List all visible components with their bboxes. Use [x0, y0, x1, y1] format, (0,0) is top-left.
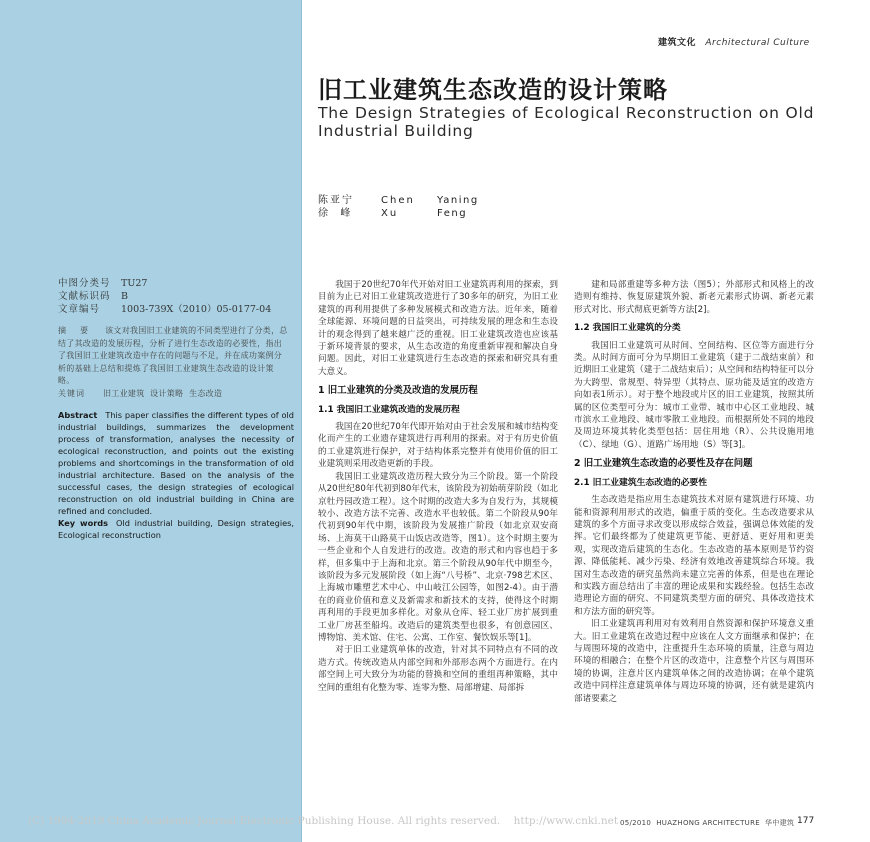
keywords-en-text: Old industrial building, Design strategies, Ecological reconstruction [58, 518, 294, 540]
title-en: The Design Strategies of Ecological Reconstruction on Old Industrial Building [318, 104, 815, 140]
subsection-heading: 1.1 我国旧工业建筑改造的发展历程 [318, 404, 460, 415]
paragraph: 我国在20世纪70年代即开始对由于社会发展和城市结构变化而产生的工业遗存建筑进行再利用的探索。对于有历史价值的工业建筑进行保护，对于结构体系完整并有使用价值的旧工业建筑则采用改造更新的手段。 [318, 422, 558, 470]
abstract-en-label: Abstract [58, 410, 98, 420]
author-first: Chen [381, 195, 415, 206]
paragraph: 我国旧工业建筑改造历程大致分为三个阶段。第一个阶段从20世纪80年代初到80年代末，该阶段为初始萌芽阶段（如北京牡丹园改造工程）。这个时期的改造大多为自发行为，其规模较小、改造方法不完善、改造水平也较低。第二个阶段从90年代初到90年代中期，该阶段为发展推广阶段（如北京双安商场、上海莫干山路莫干山饭店改造等，图1）。这个时期主要为一些企业和个人自发进行的改造。改造的形式和内容也趋于多样，但多集中于上海和北京。第三个阶段从90年代中期至今，该阶段为多元发展阶段（如上海“八号桥”、北京·798艺术区、上海城市雕塑艺术中心、中山岐江公园等，如图2-4）。由于潜在的商业价值和意义及新需求和新技术的支持，使得这个时期再利用的手段更加多样化。对象从仓库、轻工业厂房扩展到重工业厂房甚至船坞。改造后的建筑类型也很多，有创意园区、博物馆、美术馆、住宅、公寓、工作室、餐饮娱乐等[1]。 [318, 471, 558, 643]
authors [318, 194, 479, 220]
copyright-watermark: (C) 1994-2019 China Academic Journal Electronic Publishing House. All rights reserved. http://www.cnki.net [28, 815, 619, 827]
author-name-cn: 徐 峰 [318, 208, 353, 219]
author-last: Feng [437, 208, 468, 219]
paragraph: 对于旧工业建筑单体的改造，针对其不同特点有不同的改造方式。传统改造从内部空间和外部形态两个方面进行。在内部空间上可大致分为功能的替换和空间的重组再种策略，其中空间的重组有化整为零、连零为整、局部增建、局部拆 [318, 645, 558, 693]
keywords-en-label: Key words [58, 518, 108, 528]
clc-label: 中图分类号 [58, 278, 111, 289]
author-row [318, 207, 479, 220]
clc-value: TU27 [121, 278, 148, 289]
doc-label: 文献标识码 [58, 291, 111, 302]
paragraph: 旧工业建筑再利用对有效利用自然资源和保护环境意义重大。旧工业建筑在改造过程中应该在人文方面继承和保护；在与周围环境的改造中，注重提升生态环境的质量，注意与周边环境的相融合；在整个片区的改造中，注意整个片区与周围环境的协调，注意片区内建筑单体之间的改造协调；在单个建筑改造中同样注意建筑单体与周边环境的协调，还有就是建筑内部诸要素之 [574, 619, 814, 704]
title-cn: 旧工业建筑生态改造的设计策略 [318, 76, 668, 104]
subsection-heading: 1.2 我国旧工业建筑的分类 [574, 323, 681, 334]
paragraph: 我国旧工业建筑可从时间、空间结构、区位等方面进行分类。从时间方面可分为早期旧工业建筑（建于二战结束前）和近期旧工业建筑（建于二战结束后）；从空间和结构特征可以分为大跨型、常规型、特异型（其特点、原功能及适宜的改造方向如表1所示）。对于整个地段或片区的旧工业建筑，按照其所属的区位类型可分为：城市工业带、城市中心区工业地段、城市滨水工业地段、城市零散工业地段。而根据所处不同的地段及周边环境其转化类型包括：居住用地（R）、公共设施用地（C）、绿地（G）、道路广场用地（S）等[3]。 [574, 340, 814, 450]
abstract-en-text: This paper classifies the different types of old industrial buildings, summarizes the development process of transformation, analyses the necessity of ecological reconstruction, and points out the existing problems and shortcomings in the transformation of old industrial architecture. Based on the analysis of the successful cases, the design strategies of ecological reconstruction on old industrial building in China are refined and concluded. [58, 410, 294, 516]
abstract-cn [58, 325, 290, 400]
author-row [318, 194, 479, 207]
author-last: Yaning [437, 195, 479, 206]
author-name-cn: 陈亚宁 [318, 195, 354, 206]
abstract-cn-label: 摘 要 [58, 326, 92, 335]
keywords-cn-text: 旧工业建筑 设计策略 生态改造 [103, 388, 223, 398]
sidebar-edge [301, 0, 302, 842]
article-no-label: 文章编号 [58, 304, 101, 315]
article-no-value: 1003-739X（2010）05-0177-04 [121, 304, 272, 315]
keywords-cn-label: 关键词 [58, 388, 85, 398]
doc-value: B [121, 291, 128, 302]
paragraph: 建和局部重建等多种方法（图5）；外部形式和风格上的改造则有维持、恢复原建筑外貌、新老元素形式协调、新老元素形式对比、形式彻底更新等方法[2]。 [574, 280, 814, 315]
abstract-cn-text: 该文对我国旧工业建筑的不同类型进行了分类，总结了其改造的发展历程，分析了进行生态改造的必要性，指出了我国旧工业建筑改造中存在的问题与不足，并在成功案例分析的基础上总结和提炼了我国旧工业建筑生态改造的设计策略。 [58, 326, 288, 385]
section-heading: 1 旧工业建筑的分类及改造的发展历程 [318, 385, 478, 397]
body-column-1 [318, 279, 558, 694]
subsection-heading: 2.1 旧工业建筑生态改造的必要性 [574, 477, 708, 488]
section-heading: 2 旧工业建筑生态改造的必要性及存在问题 [574, 458, 753, 470]
abstract-en [58, 409, 294, 541]
journal-footer: 05/2010 HUAZHONG ARCHITECTURE 华中建筑 [620, 819, 795, 827]
page-number: 177 [797, 816, 815, 826]
body-column-2 [574, 279, 814, 705]
paragraph: 我国于20世纪70年代开始对旧工业建筑再利用的探索，到目前为止已对旧工业建筑改造进行了30多年的研究，为旧工业建筑的再利用提供了多种发展模式和改造方法。近年来，随着全球能源、环境问题的日益突出，可持续发展的理念和生态设计的观念得到了越来越广泛的重视。旧工业建筑改造也应该基于新环境背景的要求，从生态改造的角度重新审视和解决自身问题。因此，对旧工业建筑进行生态改造的探索和研究具有重大意义。 [318, 280, 558, 377]
author-first: Xu [381, 208, 399, 219]
section-tag-en: Architectural Culture [705, 38, 810, 48]
section-tag-cn: 建筑文化 [658, 38, 697, 48]
paragraph: 生态改造是指应用生态建筑技术对原有建筑进行环境、功能和资源利用形式的改造，偏重于质的变化。生态改造要求从建筑的多个方面寻求改变以形成综合效益，强调总体效能的发挥。它们最终都为了使建筑更节能、更舒适、更好用和更美观，实现改造后建筑的生态化。生态改造的基本原则是节约资源、降低能耗、减少污染、经济有效地改善建筑综合环境。我国对生态改造的研究虽然尚未建立完善的体系，但是也在理论和实践方面总结出了丰富的理论成果和实践经验。包括生态改造理论方面的研究、不同建筑类型方面的研究、具体改造技术和方法方面的研究等。 [574, 495, 814, 617]
section-tag [658, 35, 810, 48]
classification-meta [58, 277, 298, 316]
